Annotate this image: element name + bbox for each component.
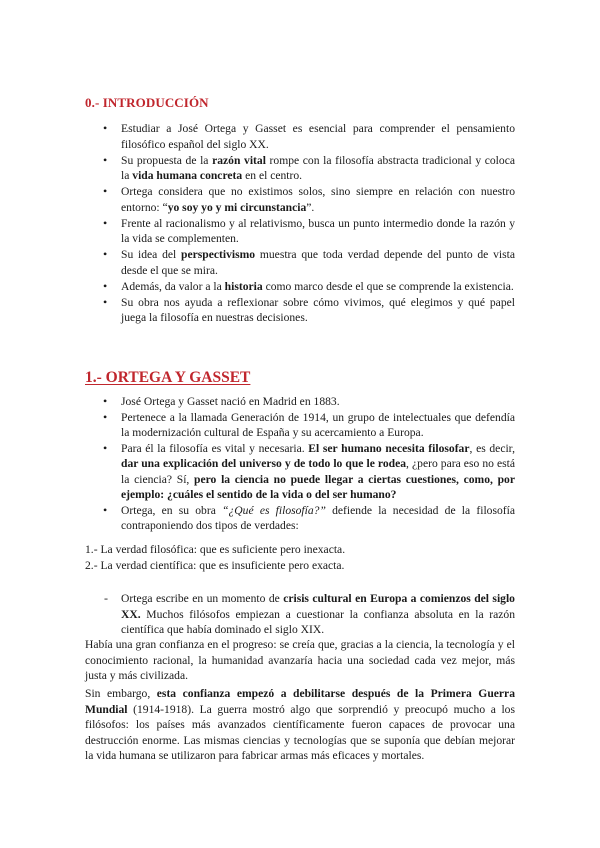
bullet-icon: • <box>103 394 108 408</box>
bullet-icon: • <box>103 278 108 293</box>
intro-heading: 0.- INTRODUCCIÓN <box>85 95 209 110</box>
bold-text: yo soy yo y mi circunstancia <box>167 200 307 214</box>
section1-bullet-list <box>0 394 600 534</box>
section1-heading: 1.- ORTEGA Y GASSET <box>85 369 251 386</box>
paragraph-progress: Había una gran confianza en el progreso: se creía que, gracias a la ciencia, la tecnología y el conocimiento racional, la humanidad avanzaría hacia una sociedad cada vez mejor, más justa y más civilizada. <box>85 638 515 682</box>
bullet-icon: • <box>103 409 108 424</box>
list-item <box>0 153 600 184</box>
intro-item-text: Estudiar a José Ortega y Gasset es esencial para comprender el pensamiento filosófico español del siglo XX. <box>121 122 515 151</box>
intro-item-text: Su obra nos ayuda a reflexionar sobre cómo vivimos, qué elegimos y qué papel juega la filosofía en nuestras decisiones. <box>121 295 515 324</box>
dash-icon: - <box>104 591 108 605</box>
list-item <box>0 410 600 441</box>
dash-item-text: Ortega escribe en un momento de crisis cultural en Europa a comienzos del siglo XX. Muchos filósofos empiezan a cuestionar la confianza absoluta en la razón científica que había dominado el siglo XIX. <box>121 592 515 636</box>
bold-text: esta confianza empezó a debilitarse después de la Primera Guerra Mundial <box>85 687 516 716</box>
dash-item <box>0 591 600 638</box>
list-item <box>0 184 600 215</box>
intro-item-text: Su idea del perspectivismo muestra que toda verdad depende del punto de vista desde el que se mira. <box>121 248 515 277</box>
bold-text: El ser humano necesita filosofar <box>308 441 470 455</box>
intro-item-text: Además, da valor a la historia como marco desde el que se comprende la existencia. <box>121 279 514 293</box>
section1-item-text: Para él la filosofía es vital y necesaria. El ser humano necesita filosofar, es decir, dar una explicación del universo y de todo lo que le rodea, ¿pero para eso no está la ciencia? Sí, pero la ciencia no puede llegar a ciertas cuestiones, como, por ejemplo: ¿cuáles el sentido de la vida o del ser humano? <box>121 441 515 501</box>
bold-text: dar una explicación del universo y de todo lo que le rodea <box>121 457 407 470</box>
bold-text: pero la ciencia no puede llegar a ciertas cuestiones, como, por ejemplo: ¿cuáles el sentido de la vida o del ser humano? <box>121 472 515 501</box>
bullet-icon: • <box>103 440 108 455</box>
section1-item-text: Pertenece a la llamada Generación de 1914, un grupo de intelectuales que defendía la modernización cultural de España y su acercamiento a Europa. <box>121 410 515 439</box>
section1-item-text: José Ortega y Gasset nació en Madrid en 1883. <box>121 395 340 408</box>
bullet-icon: • <box>103 502 108 517</box>
intro-item-text: Ortega considera que no existimos solos, sino siempre en relación con nuestro entorno: “yo soy yo y mi circunstancia”. <box>121 185 515 214</box>
bullet-icon: • <box>103 152 108 167</box>
intro-item-text: Su propuesta de la razón vital rompe con la filosofía abstracta tradicional y coloca la vida humana concreta en el centro. <box>121 153 515 182</box>
bold-text: razón vital <box>212 153 266 167</box>
list-item <box>0 503 600 534</box>
list-item <box>0 295 600 326</box>
bold-text: perspectivismo <box>181 248 256 261</box>
truth-philosophical: 1.- La verdad filosófica: que es suficiente pero inexacta. <box>85 543 346 556</box>
bold-text: vida humana concreta <box>132 169 243 182</box>
truth-scientific: 2.- La verdad científica: que es insuficiente pero exacta. <box>85 559 345 572</box>
bold-text: historia <box>224 279 263 293</box>
intro-bullet-list <box>0 121 600 326</box>
list-item <box>0 441 600 503</box>
list-item <box>0 121 600 152</box>
bullet-icon: • <box>103 294 108 309</box>
bullet-icon: • <box>103 215 108 230</box>
bullet-icon: • <box>103 184 108 198</box>
list-item <box>0 279 600 295</box>
section1-item-text: Ortega, en su obra “¿Qué es filosofía?” defiende la necesidad de la filosofía contraponiendo dos tipos de verdades: <box>121 503 515 532</box>
bold-text: crisis cultural en Europa a comienzos del siglo XX. <box>121 592 515 621</box>
list-item <box>0 394 600 410</box>
intro-item-text: Frente al racionalismo y al relativismo, busca un punto intermedio donde la razón y la vida se complementen. <box>121 216 515 245</box>
list-item <box>0 216 600 247</box>
bullet-icon: • <box>103 247 108 261</box>
italic-text: “¿Qué es filosofía?” <box>222 503 326 517</box>
list-item <box>0 247 600 278</box>
paragraph-war: Sin embargo, esta confianza empezó a debilitarse después de la Primera Guerra Mundial (1914-1918). La guerra mostró algo que sorprendió y preocupó mucho a los filósofos: los países más avanzados científicamente fueron capaces de provocar una destrucción enorme. Las mismas ciencias y tecnologías que se suponía que debían mejorar la vida humana se utilizaron para fabricar armas más eficaces y mortales. <box>85 687 516 762</box>
bullet-icon: • <box>103 121 108 135</box>
